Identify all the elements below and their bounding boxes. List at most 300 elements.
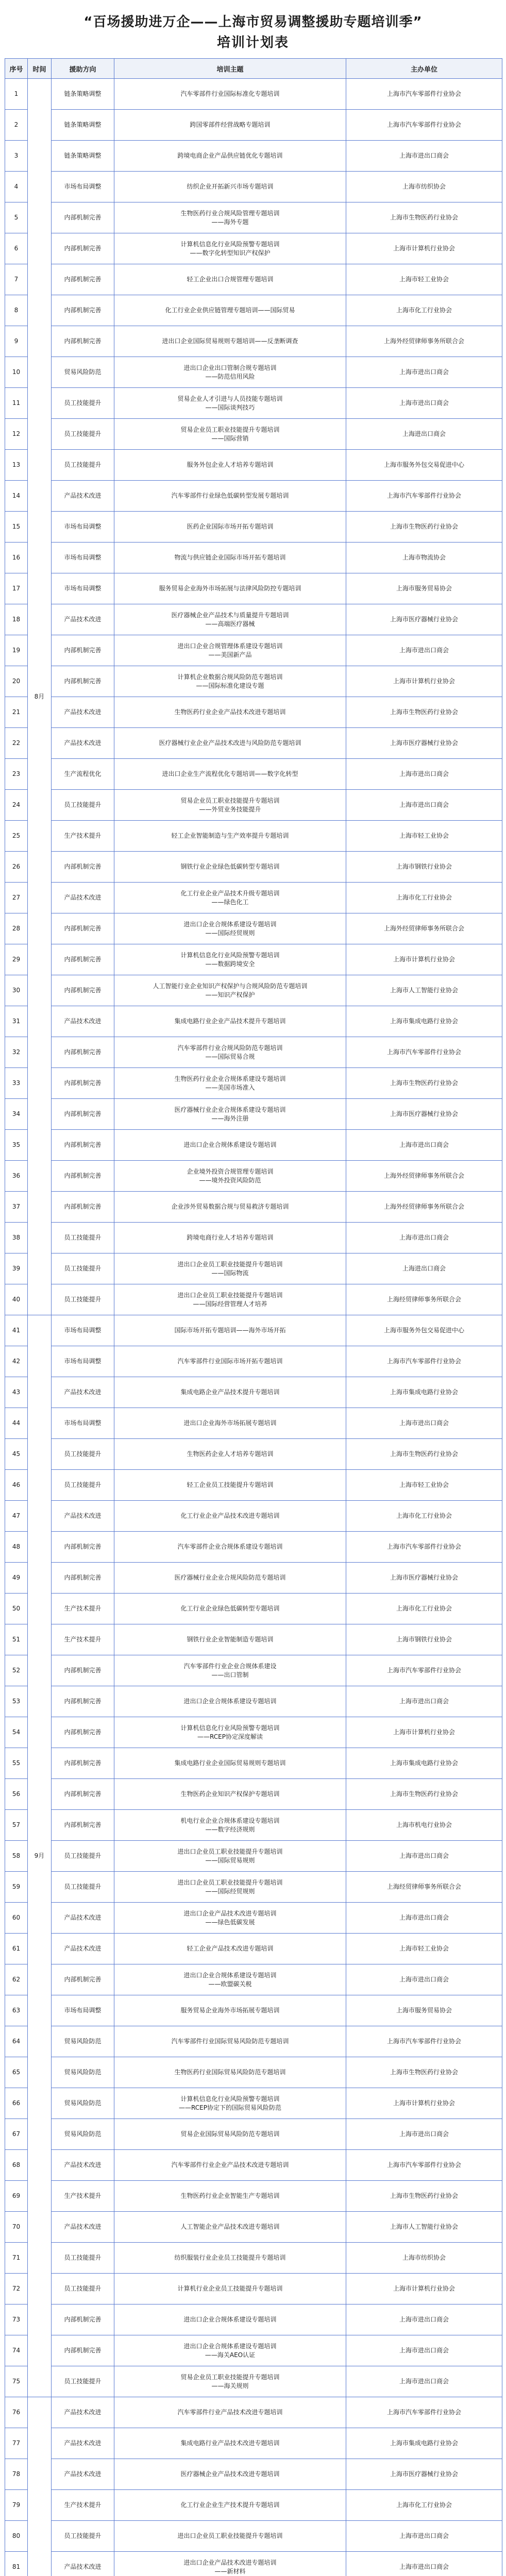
table-row bbox=[5, 1315, 502, 1346]
row-organizer: 上海市服务外包交易促进中心 bbox=[346, 450, 502, 481]
row-organizer: 上海市钢铁行业协会 bbox=[346, 1624, 502, 1655]
row-topic: 医疗器械行业企业产品技术改进与风险防范专题培训 bbox=[114, 728, 346, 759]
row-number: 62 bbox=[5, 1964, 28, 1995]
row-direction: 内部机制完善 bbox=[52, 1563, 114, 1594]
table-row bbox=[5, 1964, 502, 1995]
row-number: 42 bbox=[5, 1346, 28, 1377]
row-direction: 产品技术改进 bbox=[52, 1501, 114, 1532]
row-direction: 产品技术改进 bbox=[52, 2397, 114, 2428]
row-topic: 化工行业企业产品技术改进专题培训 bbox=[114, 1501, 346, 1532]
table-row bbox=[5, 1377, 502, 1408]
row-topic: 医药企业国际市场开拓专题培训 bbox=[114, 512, 346, 543]
row-organizer: 上海市物流协会 bbox=[346, 543, 502, 573]
row-organizer: 上海市化工行业协会 bbox=[346, 1594, 502, 1624]
row-organizer: 上海市集成电路行业协会 bbox=[346, 2428, 502, 2459]
row-organizer: 上海市进出口商会 bbox=[346, 1964, 502, 1995]
table-row bbox=[5, 1037, 502, 1068]
row-organizer: 上海市汽车零部件行业协会 bbox=[346, 1346, 502, 1377]
table-row bbox=[5, 913, 502, 944]
row-direction: 员工技能提升 bbox=[52, 388, 114, 419]
table-row bbox=[5, 79, 502, 110]
row-number: 64 bbox=[5, 2026, 28, 2057]
row-organizer: 上海市进出口商会 bbox=[346, 1841, 502, 1872]
table-row bbox=[5, 202, 502, 233]
table-row bbox=[5, 975, 502, 1006]
row-topic: 贸易企业员工职业技能提升专题培训 ——外贸业务技能提升 bbox=[114, 790, 346, 821]
row-topic: 钢铁行业企业智能制造专题培训 bbox=[114, 1624, 346, 1655]
row-topic: 生物医药行业国际贸易风险防范专题培训 bbox=[114, 2057, 346, 2088]
row-number: 45 bbox=[5, 1439, 28, 1470]
table-row bbox=[5, 944, 502, 975]
row-direction: 员工技能提升 bbox=[52, 790, 114, 821]
row-number: 40 bbox=[5, 1284, 28, 1315]
row-direction: 员工技能提升 bbox=[52, 1439, 114, 1470]
row-topic: 企业境外投资合规管理专题培训 ——境外投资风险防范 bbox=[114, 1161, 346, 1192]
row-number: 80 bbox=[5, 2521, 28, 2552]
row-organizer: 上海市计算机行业协会 bbox=[346, 2274, 502, 2304]
table-row bbox=[5, 1470, 502, 1501]
row-topic: 进出口企业员工职业技能提升专题培训 ——国际经营管理人才培养 bbox=[114, 1284, 346, 1315]
row-number: 22 bbox=[5, 728, 28, 759]
row-number: 70 bbox=[5, 2212, 28, 2243]
table-row bbox=[5, 759, 502, 790]
row-organizer: 上海市生物医药行业协会 bbox=[346, 1068, 502, 1099]
row-organizer: 上海市纺织协会 bbox=[346, 2243, 502, 2274]
row-direction: 市场布局调整 bbox=[52, 1408, 114, 1439]
row-organizer: 上海市医疗器械行业协会 bbox=[346, 1099, 502, 1130]
row-direction: 内部机制完善 bbox=[52, 1130, 114, 1161]
table-row bbox=[5, 2397, 502, 2428]
row-topic: 进出口企业海外市场拓展专题培训 bbox=[114, 1408, 346, 1439]
row-topic: 医疗器械企业产品技术与质量提升专题培训 ——高端医疗器械 bbox=[114, 604, 346, 635]
row-number: 39 bbox=[5, 1253, 28, 1284]
row-topic: 企业涉外贸易数据合规与贸易救济专题培训 bbox=[114, 1192, 346, 1223]
row-number: 26 bbox=[5, 852, 28, 883]
table-row bbox=[5, 1563, 502, 1594]
row-organizer: 上海市生物医药行业协会 bbox=[346, 1439, 502, 1470]
row-number: 73 bbox=[5, 2304, 28, 2335]
row-number: 76 bbox=[5, 2397, 28, 2428]
table-row bbox=[5, 2150, 502, 2181]
row-direction: 生产技术提升 bbox=[52, 1624, 114, 1655]
row-topic: 进出口企业员工职业技能提升专题培训 ——国际经贸规则 bbox=[114, 1872, 346, 1903]
row-topic: 汽车零部件行业国际贸易风险防范专题培训 bbox=[114, 2026, 346, 2057]
table-row bbox=[5, 264, 502, 295]
row-number: 77 bbox=[5, 2428, 28, 2459]
row-organizer: 上海市进出口商会 bbox=[346, 1223, 502, 1253]
row-organizer: 上海市进出口商会 bbox=[346, 1903, 502, 1934]
row-number: 1 bbox=[5, 79, 28, 110]
row-number: 68 bbox=[5, 2150, 28, 2181]
header-topic: 培训主题 bbox=[114, 59, 346, 79]
table-row bbox=[5, 1717, 502, 1748]
row-organizer: 上海市汽车零部件行业协会 bbox=[346, 2397, 502, 2428]
table-row bbox=[5, 1439, 502, 1470]
row-direction: 生产技术提升 bbox=[52, 2181, 114, 2212]
row-direction: 生产技术提升 bbox=[52, 1594, 114, 1624]
table-row bbox=[5, 233, 502, 264]
row-direction: 内部机制完善 bbox=[52, 1779, 114, 1810]
row-topic: 贸易企业员工职业技能提升专题培训 ——国际营销 bbox=[114, 419, 346, 450]
row-direction: 内部机制完善 bbox=[52, 913, 114, 944]
row-organizer: 上海市进出口商会 bbox=[346, 2119, 502, 2150]
row-direction: 生产技术提升 bbox=[52, 821, 114, 852]
row-direction: 内部机制完善 bbox=[52, 295, 114, 326]
row-topic: 人工智能企业产品技术改进专题培训 bbox=[114, 2212, 346, 2243]
row-number: 50 bbox=[5, 1594, 28, 1624]
table-row bbox=[5, 1624, 502, 1655]
row-number: 8 bbox=[5, 295, 28, 326]
table-row bbox=[5, 1934, 502, 1964]
row-number: 51 bbox=[5, 1624, 28, 1655]
row-topic: 汽车零部件行业产品技术改进专题培训 bbox=[114, 2397, 346, 2428]
row-direction: 市场布局调整 bbox=[52, 512, 114, 543]
row-number: 23 bbox=[5, 759, 28, 790]
row-organizer: 上海市汽车零部件行业协会 bbox=[346, 481, 502, 512]
row-number: 10 bbox=[5, 357, 28, 388]
row-direction: 内部机制完善 bbox=[52, 1748, 114, 1779]
row-direction: 贸易风险防范 bbox=[52, 2026, 114, 2057]
table-row bbox=[5, 1006, 502, 1037]
row-topic: 进出口企业员工职业技能提升专题培训 ——国际物流 bbox=[114, 1253, 346, 1284]
row-number: 11 bbox=[5, 388, 28, 419]
table-row bbox=[5, 573, 502, 604]
row-number: 29 bbox=[5, 944, 28, 975]
table-row bbox=[5, 2521, 502, 2552]
row-topic: 跨境电商行业人才培养专题培训 bbox=[114, 1223, 346, 1253]
table-row bbox=[5, 2552, 502, 2576]
row-number: 63 bbox=[5, 1995, 28, 2026]
table-row bbox=[5, 1841, 502, 1872]
row-organizer: 上海市医疗器械行业协会 bbox=[346, 1563, 502, 1594]
row-direction: 内部机制完善 bbox=[52, 2335, 114, 2366]
row-topic: 汽车零部件行业国际标准化专题培训 bbox=[114, 79, 346, 110]
row-direction: 链条策略调整 bbox=[52, 110, 114, 141]
row-number: 5 bbox=[5, 202, 28, 233]
table-row bbox=[5, 295, 502, 326]
row-topic: 汽车零部件行业企业合规体系建设 ——出口管制 bbox=[114, 1655, 346, 1686]
row-topic: 轻工企业出口合规管理专题培训 bbox=[114, 264, 346, 295]
row-direction: 产品技术改进 bbox=[52, 2212, 114, 2243]
table-row bbox=[5, 419, 502, 450]
row-organizer: 上海市化工行业协会 bbox=[346, 883, 502, 913]
row-organizer: 上海市钢铁行业协会 bbox=[346, 852, 502, 883]
table-row bbox=[5, 1748, 502, 1779]
row-direction: 内部机制完善 bbox=[52, 264, 114, 295]
row-direction: 内部机制完善 bbox=[52, 1810, 114, 1841]
row-topic: 进出口企业合规体系建设专题培训 ——欧盟碳关税 bbox=[114, 1964, 346, 1995]
row-topic: 集成电路行业企业产品技术提升专题培训 bbox=[114, 1006, 346, 1037]
table-row bbox=[5, 2428, 502, 2459]
table-row bbox=[5, 326, 502, 357]
row-number: 46 bbox=[5, 1470, 28, 1501]
row-topic: 进出口企业员工职业技能提升专题培训 ——国际贸易规则 bbox=[114, 1841, 346, 1872]
row-number: 28 bbox=[5, 913, 28, 944]
table-row bbox=[5, 1223, 502, 1253]
row-number: 3 bbox=[5, 141, 28, 172]
table-row bbox=[5, 1779, 502, 1810]
row-topic: 服务外包企业人才培养专题培训 bbox=[114, 450, 346, 481]
row-organizer: 上海市进出口商会 bbox=[346, 1686, 502, 1717]
row-topic: 汽车零部件行业企业产品技术改进专题培训 bbox=[114, 2150, 346, 2181]
row-topic: 医疗器械企业产品技术改进专题培训 bbox=[114, 2459, 346, 2490]
row-topic: 跨国零部件经营战略专题培训 bbox=[114, 110, 346, 141]
row-number: 12 bbox=[5, 419, 28, 450]
row-topic: 集成电路行业产品技术改进专题培训 bbox=[114, 2428, 346, 2459]
row-organizer: 上海市集成电路行业协会 bbox=[346, 1006, 502, 1037]
row-organizer: 上海市汽车零部件行业协会 bbox=[346, 2026, 502, 2057]
row-number: 55 bbox=[5, 1748, 28, 1779]
row-number: 36 bbox=[5, 1161, 28, 1192]
row-number: 67 bbox=[5, 2119, 28, 2150]
row-direction: 内部机制完善 bbox=[52, 326, 114, 357]
row-number: 47 bbox=[5, 1501, 28, 1532]
row-number: 20 bbox=[5, 666, 28, 697]
row-topic: 进出口企业合规体系建设专题培训 bbox=[114, 1686, 346, 1717]
row-direction: 内部机制完善 bbox=[52, 852, 114, 883]
row-direction: 产品技术改进 bbox=[52, 697, 114, 728]
header-direction: 援助方向 bbox=[52, 59, 114, 79]
row-organizer: 上海市计算机行业协会 bbox=[346, 2088, 502, 2119]
row-number: 2 bbox=[5, 110, 28, 141]
row-number: 65 bbox=[5, 2057, 28, 2088]
row-direction: 贸易风险防范 bbox=[52, 2057, 114, 2088]
row-organizer: 上海外经贸律师事务所联合会 bbox=[346, 913, 502, 944]
row-organizer: 上海市生物医药行业协会 bbox=[346, 512, 502, 543]
row-topic: 进出口企业合规体系建设专题培训 bbox=[114, 1130, 346, 1161]
row-direction: 市场布局调整 bbox=[52, 172, 114, 202]
row-organizer: 上海市汽车零部件行业协会 bbox=[346, 1037, 502, 1068]
row-number: 69 bbox=[5, 2181, 28, 2212]
row-organizer: 上海市计算机行业协会 bbox=[346, 1717, 502, 1748]
row-organizer: 上海市进出口商会 bbox=[346, 759, 502, 790]
table-row bbox=[5, 2335, 502, 2366]
row-direction: 内部机制完善 bbox=[52, 1037, 114, 1068]
row-organizer: 上海外经贸律师事务所联合会 bbox=[346, 326, 502, 357]
row-organizer: 上海市化工行业协会 bbox=[346, 1501, 502, 1532]
row-direction: 产品技术改进 bbox=[52, 1377, 114, 1408]
row-organizer: 上海市生物医药行业协会 bbox=[346, 2057, 502, 2088]
row-number: 43 bbox=[5, 1377, 28, 1408]
row-number: 13 bbox=[5, 450, 28, 481]
row-number: 74 bbox=[5, 2335, 28, 2366]
row-number: 4 bbox=[5, 172, 28, 202]
table-row bbox=[5, 1161, 502, 1192]
row-direction: 员工技能提升 bbox=[52, 1872, 114, 1903]
row-topic: 进出口企业产品技术改进专题培训 ——绿色低碳发展 bbox=[114, 1903, 346, 1934]
row-direction: 员工技能提升 bbox=[52, 1284, 114, 1315]
row-topic: 国际市场开拓专题培训——海外市场开拓 bbox=[114, 1315, 346, 1346]
table-row bbox=[5, 1872, 502, 1903]
row-number: 58 bbox=[5, 1841, 28, 1872]
row-topic: 进出口企业合规管理体系建设专题培训 ——美国新产品 bbox=[114, 635, 346, 666]
row-topic: 生物医药企业人才培养专题培训 bbox=[114, 1439, 346, 1470]
table-row bbox=[5, 1995, 502, 2026]
row-number: 81 bbox=[5, 2552, 28, 2576]
row-topic: 进出口企业合规体系建设专题培训 bbox=[114, 2304, 346, 2335]
row-topic: 生物医药行业企业合规体系建设专题培训 ——美国市场准入 bbox=[114, 1068, 346, 1099]
row-topic: 化工行业企业生产技术提升专题培训 bbox=[114, 2490, 346, 2521]
row-number: 59 bbox=[5, 1872, 28, 1903]
row-direction: 内部机制完善 bbox=[52, 1964, 114, 1995]
row-organizer: 上海市医疗器械行业协会 bbox=[346, 604, 502, 635]
row-topic: 跨境电商企业产品供应链优化专题培训 bbox=[114, 141, 346, 172]
row-organizer: 上海市服务贸易协会 bbox=[346, 1995, 502, 2026]
row-direction: 产品技术改进 bbox=[52, 2552, 114, 2576]
row-organizer: 上海市轻工业协会 bbox=[346, 264, 502, 295]
row-direction: 员工技能提升 bbox=[52, 1470, 114, 1501]
title-line-2: 培训计划表 bbox=[216, 35, 289, 50]
row-direction: 内部机制完善 bbox=[52, 1068, 114, 1099]
table-row bbox=[5, 2459, 502, 2490]
table-row bbox=[5, 141, 502, 172]
row-topic: 集成电路行业企业国际贸易规则专题培训 bbox=[114, 1748, 346, 1779]
row-organizer: 上海经贸律师事务所联合会 bbox=[346, 1284, 502, 1315]
table-row bbox=[5, 666, 502, 697]
row-number: 75 bbox=[5, 2366, 28, 2397]
row-organizer: 上海市进出口商会 bbox=[346, 1130, 502, 1161]
row-organizer: 上海市轻工业协会 bbox=[346, 1470, 502, 1501]
table-row bbox=[5, 1594, 502, 1624]
row-topic: 轻工企业产品技术改进专题培训 bbox=[114, 1934, 346, 1964]
table-row bbox=[5, 450, 502, 481]
row-direction: 市场布局调整 bbox=[52, 543, 114, 573]
row-direction: 内部机制完善 bbox=[52, 1532, 114, 1563]
row-direction: 员工技能提升 bbox=[52, 450, 114, 481]
row-direction: 内部机制完善 bbox=[52, 666, 114, 697]
table-row bbox=[5, 2243, 502, 2274]
row-number: 17 bbox=[5, 573, 28, 604]
row-organizer: 上海市汽车零部件行业协会 bbox=[346, 2150, 502, 2181]
row-number: 41 bbox=[5, 1315, 28, 1346]
row-direction: 内部机制完善 bbox=[52, 1717, 114, 1748]
row-topic: 计算机信息化行业风险预警专题培训 ——RCEP协定深度解读 bbox=[114, 1717, 346, 1748]
row-direction: 链条策略调整 bbox=[52, 79, 114, 110]
table-row bbox=[5, 635, 502, 666]
row-organizer: 上海市集成电路行业协会 bbox=[346, 1377, 502, 1408]
row-topic: 人工智能行业企业知识产权保护与合规风险防范专题培训 ——知识产权保护 bbox=[114, 975, 346, 1006]
row-direction: 员工技能提升 bbox=[52, 2366, 114, 2397]
row-topic: 生物医药企业知识产权保护专题培训 bbox=[114, 1779, 346, 1810]
table-row bbox=[5, 2119, 502, 2150]
table-row bbox=[5, 1192, 502, 1223]
row-month: 8月 bbox=[28, 79, 52, 1315]
table-row bbox=[5, 1130, 502, 1161]
row-direction: 市场布局调整 bbox=[52, 573, 114, 604]
row-direction: 产品技术改进 bbox=[52, 1006, 114, 1037]
table-row bbox=[5, 2057, 502, 2088]
table-row bbox=[5, 728, 502, 759]
row-direction: 内部机制完善 bbox=[52, 944, 114, 975]
table-row bbox=[5, 697, 502, 728]
row-direction: 员工技能提升 bbox=[52, 1223, 114, 1253]
row-topic: 医疗器械行业企业合规风险防范专题培训 bbox=[114, 1563, 346, 1594]
row-number: 37 bbox=[5, 1192, 28, 1223]
row-topic: 汽车零部件企业合规体系建设专题培训 bbox=[114, 1532, 346, 1563]
row-direction: 市场布局调整 bbox=[52, 1346, 114, 1377]
row-topic: 生物医药行业企业智能生产专题培训 bbox=[114, 2181, 346, 2212]
header-no: 序号 bbox=[5, 59, 28, 79]
table-body bbox=[5, 79, 502, 2576]
row-direction: 贸易风险防范 bbox=[52, 2119, 114, 2150]
table-row bbox=[5, 357, 502, 388]
row-organizer: 上海市计算机行业协会 bbox=[346, 666, 502, 697]
row-organizer: 上海市生物医药行业协会 bbox=[346, 1779, 502, 1810]
table-row bbox=[5, 2026, 502, 2057]
row-topic: 化工行业企业绿色低碳转型专题培训 bbox=[114, 1594, 346, 1624]
row-topic: 贸易企业员工职业技能提升专题培训 ——海关规则 bbox=[114, 2366, 346, 2397]
row-topic: 服务贸易企业海外市场拓展与法律风险防控专题培训 bbox=[114, 573, 346, 604]
row-direction: 生产流程优化 bbox=[52, 759, 114, 790]
row-direction: 员工技能提升 bbox=[52, 2274, 114, 2304]
row-number: 61 bbox=[5, 1934, 28, 1964]
row-direction: 链条策略调整 bbox=[52, 141, 114, 172]
row-topic: 纺织企业开拓新兴市场专题培训 bbox=[114, 172, 346, 202]
row-organizer: 上海市轻工业协会 bbox=[346, 1934, 502, 1964]
table-row bbox=[5, 2366, 502, 2397]
row-number: 44 bbox=[5, 1408, 28, 1439]
row-organizer: 上海市机电行业协会 bbox=[346, 1810, 502, 1841]
row-direction: 内部机制完善 bbox=[52, 1161, 114, 1192]
table-row bbox=[5, 790, 502, 821]
row-organizer: 上海市进出口商会 bbox=[346, 2366, 502, 2397]
row-direction: 贸易风险防范 bbox=[52, 357, 114, 388]
row-organizer: 上海市计算机行业协会 bbox=[346, 944, 502, 975]
table-row bbox=[5, 1810, 502, 1841]
row-direction: 产品技术改进 bbox=[52, 728, 114, 759]
row-topic: 汽车零部件行业绿色低碳转型发展专题培训 bbox=[114, 481, 346, 512]
row-topic: 进出口企业国际贸易规则专题培训——反垄断调查 bbox=[114, 326, 346, 357]
row-number: 31 bbox=[5, 1006, 28, 1037]
page-title bbox=[0, 0, 506, 52]
row-direction: 内部机制完善 bbox=[52, 975, 114, 1006]
row-topic: 机电行业企业合规体系建设专题培训 ——数字经济规则 bbox=[114, 1810, 346, 1841]
row-organizer: 上海市化工行业协会 bbox=[346, 295, 502, 326]
row-topic: 集成电路企业产品技术提升专题培训 bbox=[114, 1377, 346, 1408]
row-organizer: 上海市人工智能行业协会 bbox=[346, 975, 502, 1006]
row-number: 60 bbox=[5, 1903, 28, 1934]
table-row bbox=[5, 2274, 502, 2304]
row-direction: 产品技术改进 bbox=[52, 2428, 114, 2459]
table-row bbox=[5, 1532, 502, 1563]
row-number: 79 bbox=[5, 2490, 28, 2521]
row-direction: 内部机制完善 bbox=[52, 1655, 114, 1686]
row-topic: 贸易企业国际贸易风险防范专题培训 bbox=[114, 2119, 346, 2150]
row-organizer: 上海市汽车零部件行业协会 bbox=[346, 79, 502, 110]
row-topic: 计算机企业数据合规风险防范专题培训 ——国际标准化建设专题 bbox=[114, 666, 346, 697]
row-direction: 内部机制完善 bbox=[52, 233, 114, 264]
row-number: 7 bbox=[5, 264, 28, 295]
row-direction: 产品技术改进 bbox=[52, 604, 114, 635]
row-direction: 产品技术改进 bbox=[52, 2459, 114, 2490]
table-row bbox=[5, 512, 502, 543]
table-row bbox=[5, 1346, 502, 1377]
row-direction: 市场布局调整 bbox=[52, 1995, 114, 2026]
row-organizer: 上海外经贸律师事务所联合会 bbox=[346, 1161, 502, 1192]
row-number: 49 bbox=[5, 1563, 28, 1594]
row-topic: 服务贸易企业海外市场拓展专题培训 bbox=[114, 1995, 346, 2026]
row-topic: 钢铁行业企业绿色低碳转型专题培训 bbox=[114, 852, 346, 883]
row-organizer: 上海市进出口商会 bbox=[346, 2521, 502, 2552]
row-month bbox=[28, 2397, 52, 2576]
row-topic: 轻工企业智能制造与生产效率提升专题培训 bbox=[114, 821, 346, 852]
table-row bbox=[5, 2088, 502, 2119]
row-organizer: 上海市生物医药行业协会 bbox=[346, 202, 502, 233]
row-number: 14 bbox=[5, 481, 28, 512]
row-number: 72 bbox=[5, 2274, 28, 2304]
row-organizer: 上海市汽车零部件行业协会 bbox=[346, 1532, 502, 1563]
row-topic: 生物医药行业合规风险管理专题培训 ——海外专题 bbox=[114, 202, 346, 233]
